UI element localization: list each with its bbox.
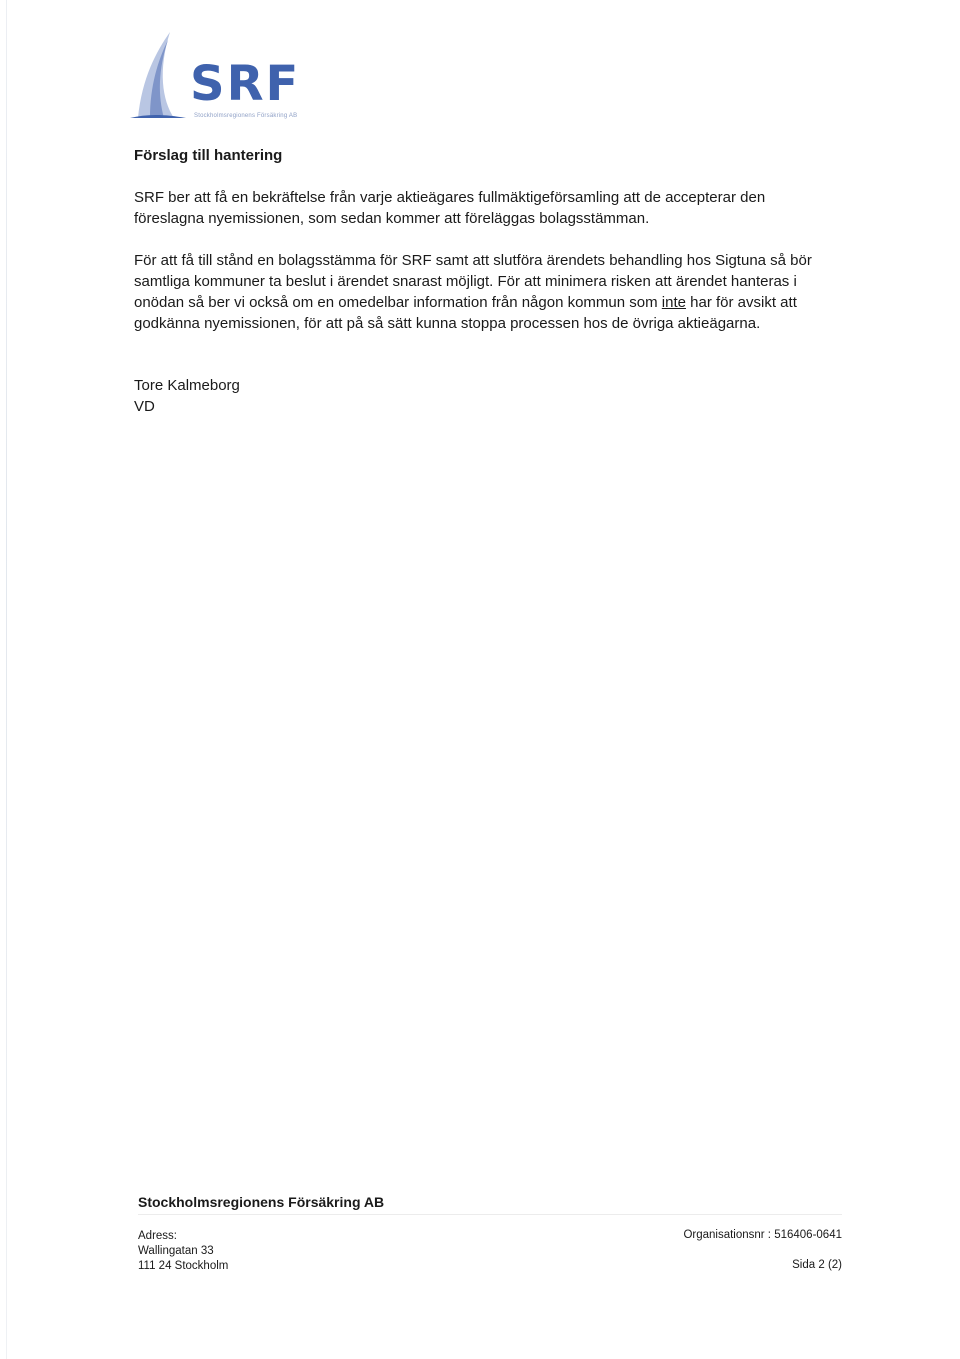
footer-meta xyxy=(683,1228,842,1273)
section-heading: Förslag till hantering xyxy=(134,147,283,164)
line-text-before: onödan så ber vi också om en omedelbar information från någon kommun som xyxy=(134,294,662,311)
paragraph-line-emphasis xyxy=(134,292,844,313)
paragraph-line: SRF ber att få en bekräftelse från varje aktieägares fullmäktigeförsamling att de accepterar den xyxy=(134,189,766,206)
paragraph-1 xyxy=(134,187,844,229)
srf-logo xyxy=(128,30,328,122)
signatory-title: VD xyxy=(134,398,155,415)
signature-block xyxy=(134,375,240,417)
address-postal: 111 24 Stockholm xyxy=(138,1260,229,1272)
paragraph-line: samtliga kommuner ta beslut i ärendet snarast möjligt. För att minimera risken att ärendet hanteras i xyxy=(134,273,797,290)
scan-edge xyxy=(6,0,7,1359)
signatory-name: Tore Kalmeborg xyxy=(134,377,240,394)
paragraph-line: föreslagna nyemissionen, som sedan kommer att föreläggas bolagsstämman. xyxy=(134,210,650,227)
page-number: Sida 2 (2) xyxy=(792,1259,842,1271)
sail-icon xyxy=(128,30,198,122)
footer-divider xyxy=(138,1214,842,1215)
emphasis-word: inte xyxy=(661,294,686,311)
address-street: Wallingatan 33 xyxy=(138,1245,214,1257)
logo-tagline: Stockholmsregionens Försäkring AB xyxy=(194,113,298,119)
footer-address xyxy=(138,1229,228,1274)
footer-company-name: Stockholmsregionens Försäkring AB xyxy=(138,1194,385,1210)
paragraph-line: För att få till stånd en bolagsstämma för SRF samt att slutföra ärendets behandling hos Sigtuna så bör xyxy=(134,252,812,269)
letter-body xyxy=(134,145,844,355)
line-text-after: har för avsikt att xyxy=(685,294,797,311)
org-number: Organisationsnr : 516406-0641 xyxy=(683,1229,842,1241)
address-label: Adress: xyxy=(138,1230,177,1242)
logo-letters: SRF xyxy=(190,56,301,112)
paragraph-line: godkänna nyemissionen, för att på så sätt kunna stoppa processen hos de övriga aktieägarna. xyxy=(134,315,761,332)
paragraph-2 xyxy=(134,250,844,334)
